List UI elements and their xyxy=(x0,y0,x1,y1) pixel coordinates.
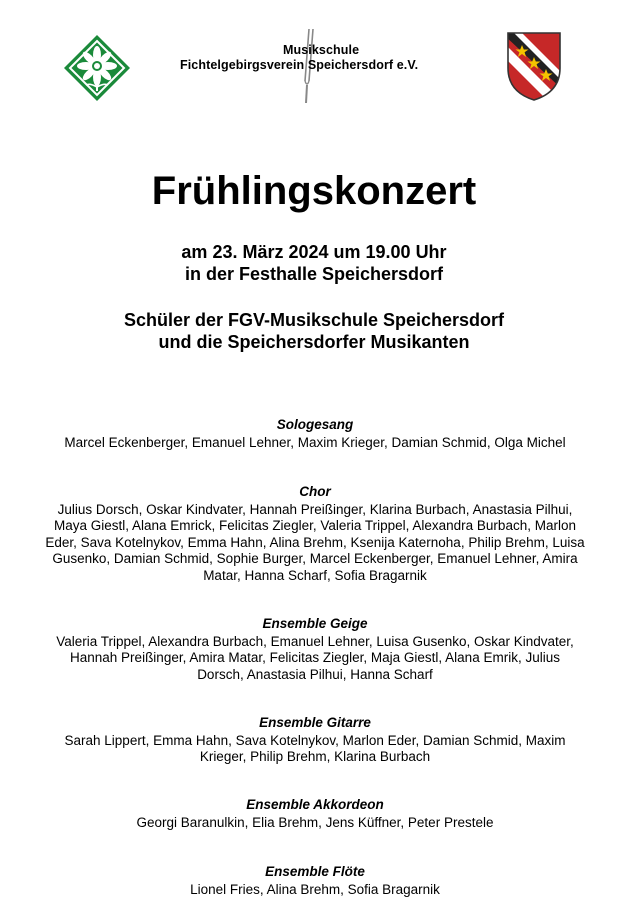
section-names-line: Lionel Fries, Alina Brehm, Sofia Bragarnik xyxy=(190,881,440,897)
date-time-line: am 23. März 2024 um 19.00 Uhr xyxy=(181,242,447,262)
section-heading: Ensemble Akkordeon xyxy=(246,797,384,812)
section-names-line: Eder, Sava Kotelnykov, Emma Hahn, Alina Brehm, Ksenija Katernoha, Philip Brehm, Luisa xyxy=(45,534,585,550)
section-names-line: Marcel Eckenberger, Emanuel Lehner, Maxim Krieger, Damian Schmid, Olga Michel xyxy=(64,434,566,450)
section-names-line: Sarah Lippert, Emma Hahn, Sava Kotelnykov, Marlon Eder, Damian Schmid, Maxim xyxy=(64,732,566,748)
performers-line2: und die Speichersdorfer Musikanten xyxy=(158,332,470,352)
section-heading: Chor xyxy=(299,484,331,499)
venue-line: in der Festhalle Speichersdorf xyxy=(184,264,444,284)
section-ensemble-floete xyxy=(28,864,602,898)
section-names-line: Krieger, Philip Brehm, Klarina Burbach xyxy=(199,749,431,764)
section-heading: Sologesang xyxy=(276,417,354,432)
section-names-line: Gusenko, Damian Schmid, Sophie Burger, Marcel Eckenberger, Emanuel Lehner, Amira xyxy=(52,551,578,566)
concert-date-location xyxy=(0,241,628,285)
performers-intro xyxy=(0,309,628,353)
section-ensemble-geige xyxy=(28,616,602,683)
coat-of-arms-icon xyxy=(505,30,563,102)
section-heading: Ensemble Flöte xyxy=(265,864,365,879)
section-names-line: Georgi Baranulkin, Elia Brehm, Jens Küffner, Peter Prestele xyxy=(136,814,494,830)
section-names-line: Julius Dorsch, Oskar Kindvater, Hannah Preißinger, Klarina Burbach, Anastasia Pilhui, xyxy=(57,501,573,517)
section-heading: Ensemble Geige xyxy=(262,616,368,631)
section-chor xyxy=(28,484,602,584)
section-names-line: Matar, Hanna Scharf, Sofia Bragarnik xyxy=(203,567,427,583)
edelweiss-logo-icon xyxy=(62,33,132,103)
section-ensemble-gitarre xyxy=(28,715,602,766)
section-names-line: Dorsch, Anastasia Pilhui, Hanna Scharf xyxy=(197,666,433,682)
school-name-line1: Musikschule xyxy=(283,43,360,57)
concert-title: Frühlingskonzert xyxy=(151,169,477,213)
section-heading: Ensemble Gitarre xyxy=(259,715,371,730)
performers-line1: Schüler der FGV-Musikschule Speichersdorf xyxy=(123,310,505,330)
section-ensemble-akkordeon xyxy=(28,797,602,831)
music-school-name xyxy=(180,43,470,73)
section-sologesang xyxy=(28,417,602,451)
section-names-line: Hannah Preißinger, Amira Matar, Felicitas Ziegler, Maja Giestl, Alana Emrik, Julius xyxy=(70,650,560,665)
section-names-line: Valeria Trippel, Alexandra Burbach, Emanuel Lehner, Luisa Gusenko, Oskar Kindvater, xyxy=(56,633,574,649)
school-name-line2: Fichtelgebirgsverein Speichersdorf e.V. xyxy=(180,58,419,72)
section-names-line: Maya Giestl, Alana Emrick, Felicitas Ziegler, Valeria Trippel, Alexandra Burbach, Marlon xyxy=(54,518,576,533)
